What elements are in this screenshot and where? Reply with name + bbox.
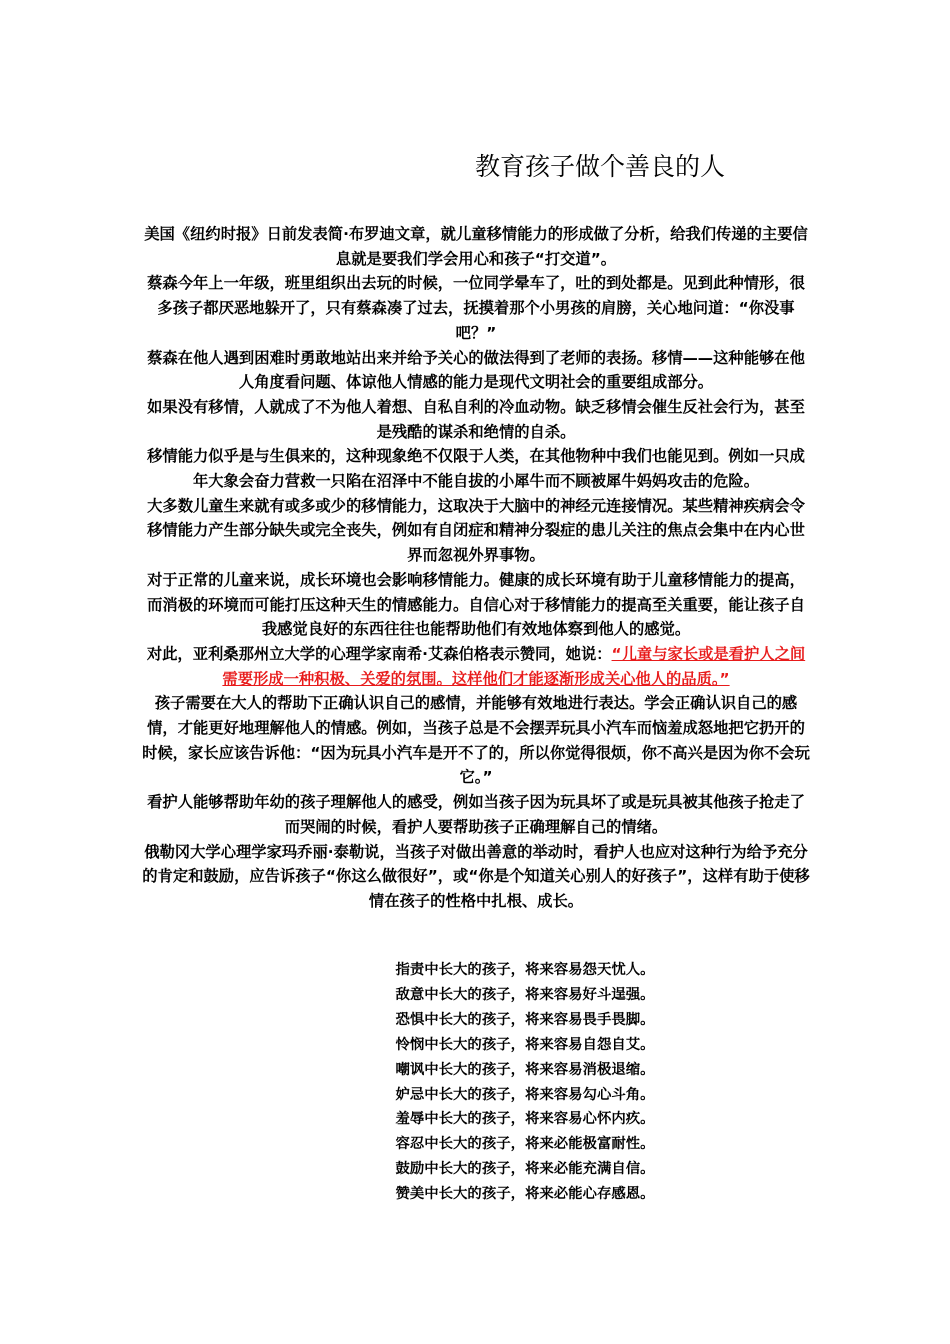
- paragraph-11: 俄勒冈大学心理学家玛乔丽·泰勒说，当孩子对做出善意的举动时，看护人也应对这种行为给予充分的肯定和鼓励，应告诉孩子“你这么做很好”，或“你是个知道关心别人的好孩子”，这样有助于使移情在孩子的性格中扎根、成长。: [142, 842, 810, 910]
- poem-line: 羞辱中长大的孩子，将来容易心怀内疚。: [395, 1110, 655, 1128]
- poem-line: 指责中长大的孩子，将来容易怨天忧人。: [395, 961, 655, 978]
- poem-line: 容忍中长大的孩子，将来必能极富耐性。: [395, 1135, 655, 1153]
- paragraph-8: [140, 642, 812, 691]
- paragraph-1: 美国《纽约时报》日前发表简·布罗迪文章，就儿童移情能力的形成做了分析，给我们传递的主要信息就是要我们学会用心和孩子“打交道”。: [144, 225, 808, 268]
- paragraph-6: 大多数儿童生来就有或多或少的移情能力，这取决于大脑中的神经元连接情况。某些精神疾病会令移情能力产生部分缺失或完全丧失，例如有自闭症和精神分裂症的患儿关注的焦点会集中在内心世界而忽视外界事物。: [147, 496, 805, 565]
- document-title: 教育孩子做个善良的人: [474, 151, 725, 181]
- paragraph-3: 蔡森在他人遇到困难时勇敢地站出来并给予关心的做法得到了老师的表扬。移情——这种能够在他人角度看问题、体谅他人情感的能力是现代文明社会的重要组成部分。: [147, 348, 805, 392]
- paragraph-2: 蔡森今年上一年级，班里组织出去玩的时候，一位同学晕车了，吐的到处都是。见到此种情形，很多孩子都厌恶地躲开了，只有蔡森凑了过去，抚摸着那个小男孩的肩膀，关心地问道：“你没事吧？”: [147, 274, 805, 342]
- article-body: [140, 222, 812, 914]
- poem-list: [360, 958, 690, 1207]
- poem-line: 鼓励中长大的孩子，将来必能充满自信。: [395, 1160, 655, 1178]
- quote-intro: 对此，亚利桑那州立大学的心理学家南希·艾森伯格表示赞同，她说：: [146, 644, 612, 663]
- poem-line: 恐惧中长大的孩子，将来容易畏手畏脚。: [395, 1010, 655, 1028]
- poem-line: 嘲讽中长大的孩子，将来容易消极退缩。: [395, 1060, 655, 1078]
- paragraph-7: 对于正常的儿童来说，成长环境也会影响移情能力。健康的成长环境有助于儿童移情能力的提高，而消极的环境而可能打压这种天生的情感能力。自信心对于移情能力的提高至关重要，能让孩子自我感觉良好的东西往往也能帮助他们有效地体察到他人的感觉。: [147, 570, 805, 639]
- poem-line: 赞美中长大的孩子，将来必能心存感恩。: [395, 1185, 655, 1203]
- paragraph-5: 移情能力似乎是与生俱来的，这种现象绝不仅限于人类，在其他物种中我们也能见到。例如一只成年大象会奋力营救一只陷在沼泽中不能自拔的小犀牛而不顾被犀牛妈妈攻击的危险。: [147, 447, 805, 491]
- paragraph-9: 孩子需要在大人的帮助下正确认识自己的感情，并能够有效地进行表达。学会正确认识自己的感情，才能更好地理解他人的情感。例如，当孩子总是不会摆弄玩具小汽车而恼羞成怒地把它扔开的时候，家长应该告诉他：“因为玩具小汽车是开不了的，所以你觉得很烦，你不高兴是因为你不会玩它。”: [142, 694, 810, 787]
- poem-line: 妒忌中长大的孩子，将来容易勾心斗角。: [395, 1085, 655, 1103]
- poem-line: 怜悯中长大的孩子，将来容易自怨自艾。: [395, 1035, 655, 1053]
- paragraph-4: 如果没有移情，人就成了不为他人着想、自私自利的冷血动物。缺乏移情会催生反社会行为，甚至是残酷的谋杀和绝情的自杀。: [147, 397, 805, 441]
- poem-line: 敌意中长大的孩子，将来容易好斗逞强。: [395, 985, 655, 1003]
- paragraph-10: 看护人能够帮助年幼的孩子理解他人的感受，例如当孩子因为玩具坏了或是玩具被其他孩子抢走了而哭闹的时候，看护人要帮助孩子正确理解自己的情绪。: [147, 793, 805, 836]
- highlighted-quote: “儿童与家长或是看护人之间需要形成一种积极、关爱的氛围。这样他们才能逐渐形成关心他人的品质。”: [222, 644, 806, 688]
